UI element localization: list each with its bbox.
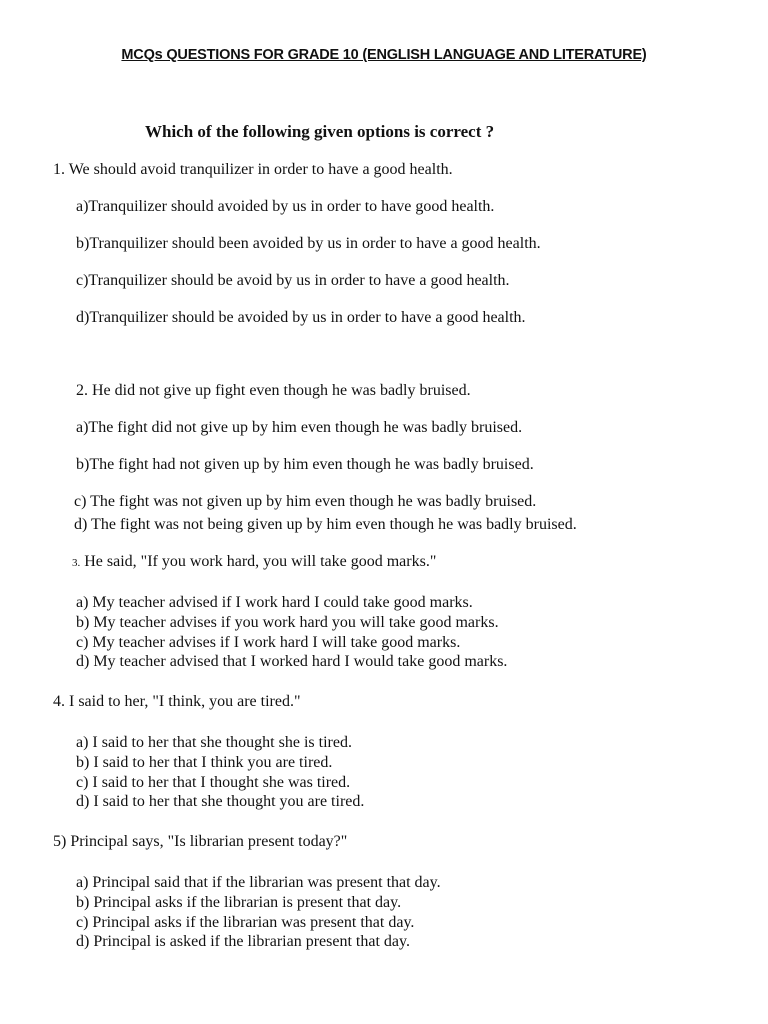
option-2d: d) The fight was not being given up by him even though he was badly bruised.: [74, 516, 577, 533]
question-1: [53, 160, 453, 180]
option-3c: c) My teacher advises if I work hard I will take good marks.: [76, 634, 461, 651]
option-1d: d)Tranquilizer should be avoided by us in order to have a good health.: [76, 309, 526, 326]
question-number: 4.: [53, 693, 65, 710]
option-2c: c) The fight was not given up by him even though he was badly bruised.: [74, 493, 537, 510]
option-5c: c) Principal asks if the librarian was present that day.: [76, 914, 415, 931]
option-1c: c)Tranquilizer should be avoid by us in order to have a good health.: [76, 272, 510, 289]
question-number: 3.: [72, 557, 81, 569]
option-1b: b)Tranquilizer should been avoided by us in order to have a good health.: [76, 235, 541, 252]
option-3a: a) My teacher advised if I work hard I could take good marks.: [76, 594, 473, 611]
question-3: [72, 552, 436, 573]
option-4c: c) I said to her that I thought she was tired.: [76, 774, 351, 791]
option-5a: a) Principal said that if the librarian was present that day.: [76, 874, 441, 891]
option-3b: b) My teacher advises if you work hard you will take good marks.: [76, 614, 499, 631]
instruction: Which of the following given options is correct ?: [145, 122, 495, 141]
option-1a: a)Tranquilizer should avoided by us in order to have good health.: [76, 198, 495, 215]
option-2a: a)The fight did not give up by him even though he was badly bruised.: [76, 419, 523, 436]
option-4a: a) I said to her that she thought she is tired.: [76, 734, 352, 751]
question-number: 1.: [53, 161, 65, 178]
option-4b: b) I said to her that I think you are tired.: [76, 754, 333, 771]
question-4: [53, 692, 300, 712]
question-text: I said to her, "I think, you are tired.": [69, 693, 301, 710]
question-text: Principal says, "Is librarian present today?": [70, 833, 348, 850]
option-5d: d) Principal is asked if the librarian present that day.: [76, 933, 410, 950]
option-2b: b)The fight had not given up by him even though he was badly bruised.: [76, 456, 534, 473]
question-number: 2.: [76, 382, 88, 399]
page-title: MCQs QUESTIONS FOR GRADE 10 (ENGLISH LANGUAGE AND LITERATURE): [121, 47, 647, 63]
option-4d: d) I said to her that she thought you are tired.: [76, 793, 365, 810]
question-text: He did not give up fight even though he was badly bruised.: [92, 382, 471, 399]
option-5b: b) Principal asks if the librarian is present that day.: [76, 894, 402, 911]
question-text: He said, "If you work hard, you will take good marks.": [84, 553, 437, 570]
question-number: 5): [53, 833, 67, 850]
option-3d: d) My teacher advised that I worked hard I would take good marks.: [76, 653, 508, 670]
question-2: [76, 381, 471, 401]
question-text: We should avoid tranquilizer in order to have a good health.: [68, 161, 453, 178]
question-5: [53, 832, 347, 852]
